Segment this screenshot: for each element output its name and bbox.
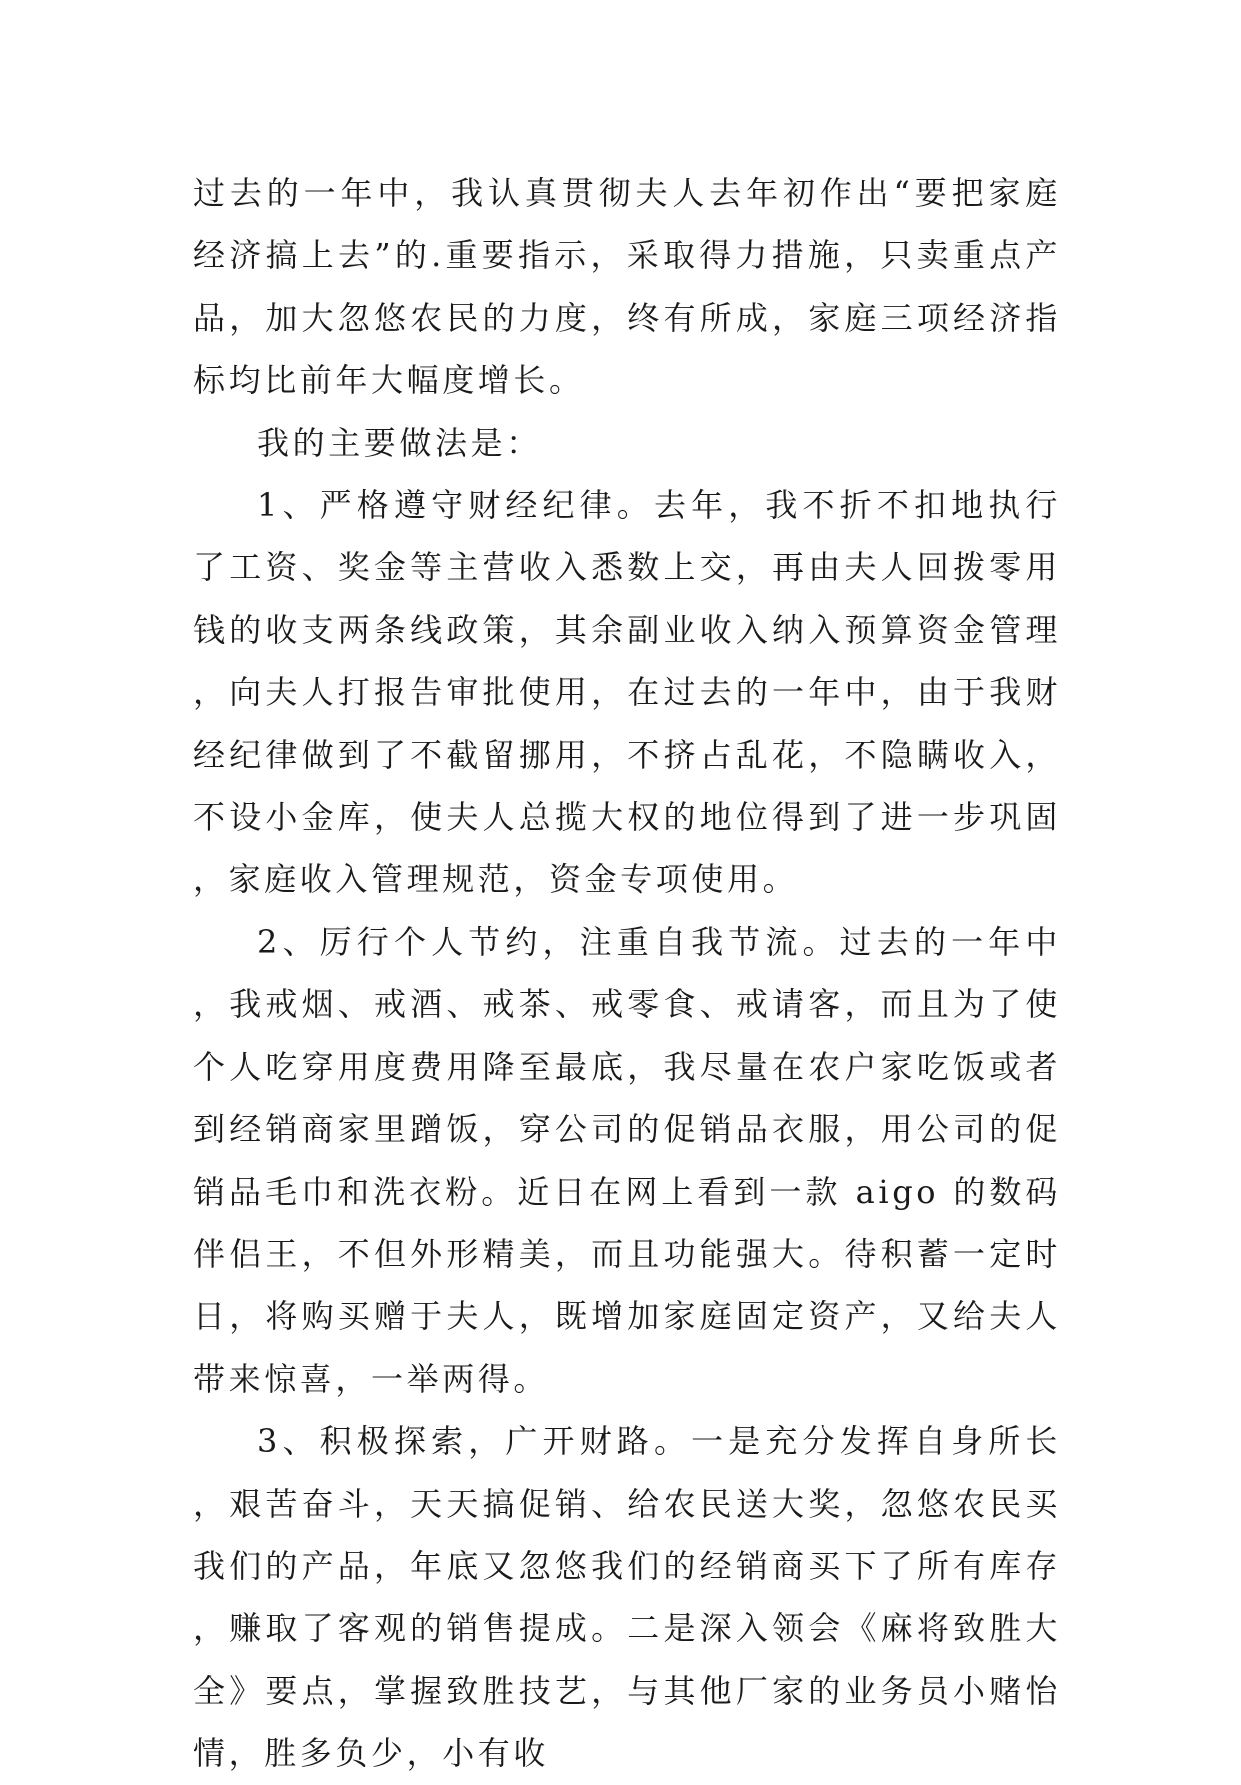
paragraph-point-1: 1、严格遵守财经纪律。去年，我不折不扣地执行了工资、奖金等主营收入悉数上交，再由夫人回拨零用钱的收支两条线政策，其余副业收入纳入预算资金管理，向夫人打报告审批使用，在过去的一年中，由于我财经纪律做到了不截留挪用，不挤占乱花，不隐瞒收入，不设小金库，使夫人总揽大权的地位得到了进一步巩固，家庭收入管理规范，资金专项使用。	[193, 486, 1061, 899]
paragraph-point-2: 2、厉行个人节约，注重自我节流。过去的一年中，我戒烟、戒酒、戒茶、戒零食、戒请客，而且为了使个人吃穿用度费用降至最底，我尽量在农户家吃饭或者到经销商家里蹭饭，穿公司的促销品衣服，用公司的促销品毛巾和洗衣粉。近日在网上看到一款 aigo 的数码伴侣王，不但外形精美，而且功能强大。待积蓄一定时日，将购买赠于夫人，既增加家庭固定资产，又给夫人带来惊喜，一举两得。	[193, 922, 1061, 1398]
paragraph-point-3: 3、积极探索，广开财路。一是充分发挥自身所长，艰苦奋斗，天天搞促销、给农民送大奖，忽悠农民买我们的产品，年底又忽悠我们的经销商买下了所有库存，赚取了客观的销售提成。二是深入领会《麻将致胜大全》要点，掌握致胜技艺，与其他厂家的业务员小赌怡情，胜多负少，小有收	[193, 1422, 1061, 1773]
paragraph-intro: 过去的一年中，我认真贯彻夫人去年初作出“要把家庭经济搞上去”的.重要指示，采取得力措施，只卖重点产品，加大忽悠农民的力度，终有所成，家庭三项经济指标均比前年大幅度增长。	[193, 174, 1061, 400]
document-body	[193, 162, 1061, 1785]
paragraph-methods-heading: 我的主要做法是：	[257, 423, 542, 462]
